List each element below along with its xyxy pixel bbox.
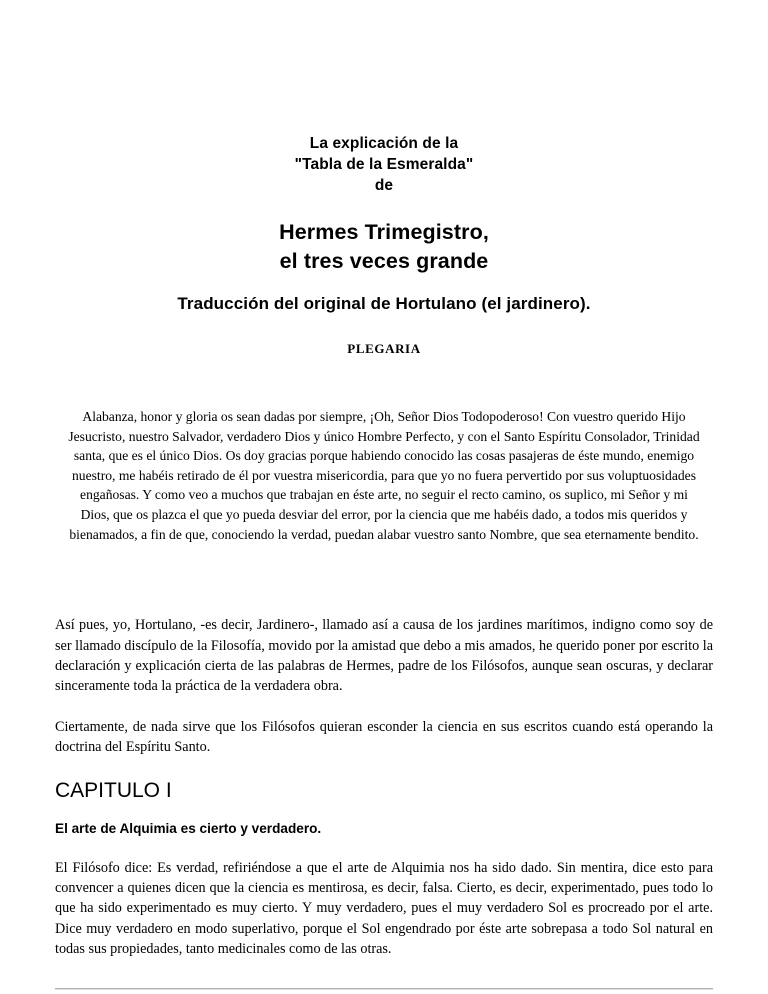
footer-divider bbox=[55, 988, 713, 990]
document-author bbox=[55, 218, 713, 276]
body-paragraph-3: El Filósofo dice: Es verdad, refiriéndose a que el arte de Alquimia nos ha sido dado. Sin mentira, dice esto para convencer a quienes dicen que la ciencia es mentirosa, es decir, falsa. Cierto, es decir, experimentado, pues todo lo que ha sido experimentado es muy cierto. Y muy verdadero, pues el muy verdadero Sol es procreado por el arte. Dice muy verdadero en modo superlativo, porque el Sol engendrado por éste arte sobrepasa a todo Sol natural en todas sus propiedades, tanto medicinales como de las otras. bbox=[55, 859, 713, 958]
document-author-line-2: el tres veces grande bbox=[279, 249, 489, 273]
title-block bbox=[55, 0, 713, 357]
footer-rule-container bbox=[55, 960, 713, 990]
document-author-line-1: Hermes Trimegistro, bbox=[279, 220, 489, 244]
document-title-line-2: "Tabla de la Esmeralda" bbox=[294, 156, 474, 173]
document-title-line-3: de bbox=[374, 177, 394, 194]
chapter-heading: CAPITULO I bbox=[55, 778, 172, 802]
document-title bbox=[55, 133, 713, 196]
translation-note: Traducción del original de Hortulano (el jardinero). bbox=[177, 294, 591, 313]
section-label-plegaria: PLEGARIA bbox=[347, 341, 421, 356]
prayer-paragraph: Alabanza, honor y gloria os sean dadas por siempre, ¡Oh, Señor Dios Todopoderoso! Con vuestro querido Hijo Jesucristo, nuestro Salvador, verdadero Dios y único Hombre Perfecto, y con el Santo Espíritu Consolador, Trinidad santa, que es el único Dios. Os doy gracias porque habiendo conocido las cosas pasajeras de éste mundo, enemigo nuestro, me habéis retirado de él por vuestra misericordia, para que yo no fuera pervertido por sus voluptuosidades engañosas. Y como veo a muchos que trabajan en éste arte, no seguir el recto camino, os suplico, mi Señor y mi Dios, que os plazca el que yo pueda desviar del error, por la ciencia que me habéis dado, a todos mis queridos y bienamados, a fin de que, conociendo la verdad, puedan alabar vuestro santo Nombre, que sea eternamente bendito. bbox=[68, 409, 700, 542]
chapter-subheading: El arte de Alquimia es cierto y verdadero. bbox=[55, 820, 322, 836]
body-paragraph-1: Así pues, yo, Hortulano, -es decir, Jardinero-, llamado así a causa de los jardines marítimos, indigno como soy de ser llamado discípulo de la Filosofía, movido por la amistad que debo a mis amados, he querido poner por escrito la declaración y explicación cierta de las palabras de Hermes, padre de los Filósofos, aunque sean oscuras, y declarar sinceramente toda la práctica de la verdadera obra. bbox=[55, 617, 713, 695]
document-title-line-1: La explicación de la bbox=[309, 135, 459, 152]
body-paragraph-2: Ciertamente, de nada sirve que los Filósofos quieran esconder la ciencia en sus escritos cuando está operando la doctrina del Espíritu Santo. bbox=[55, 718, 713, 756]
